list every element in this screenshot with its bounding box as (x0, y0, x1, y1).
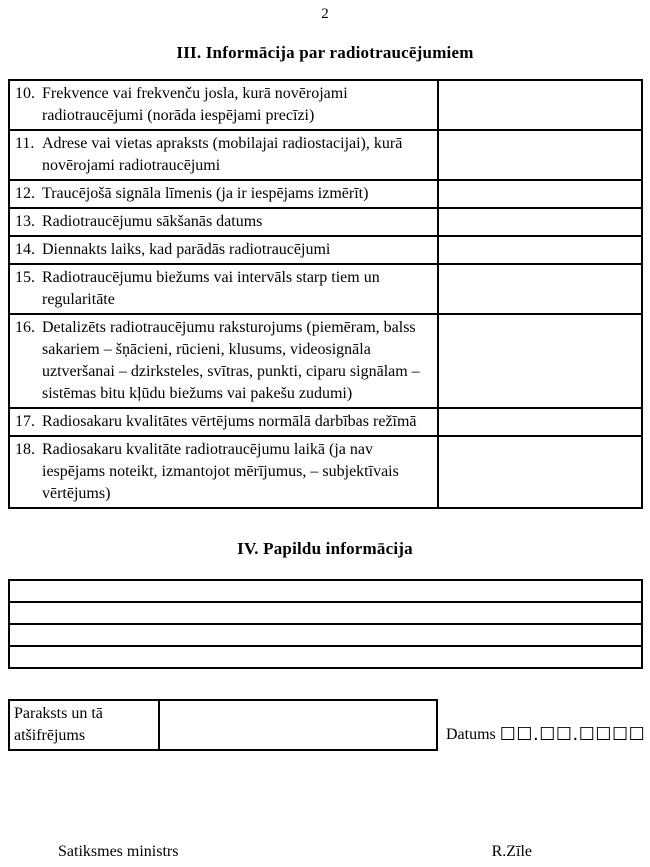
date-section (446, 724, 645, 751)
row-number: 16. (15, 319, 35, 336)
row-label-cell (9, 436, 438, 508)
row-label: Radiotraucējumu biežums vai intervāls starp tiem un regularitāte (42, 269, 380, 308)
row-number: 14. (15, 241, 35, 258)
row-label-cell (9, 208, 438, 236)
table-row (9, 580, 642, 602)
page-number: 2 (321, 6, 329, 22)
table-row (9, 700, 437, 750)
row-label: Radiosakaru kvalitāte radiotraucējumu laikā (ja nav iespējams noteikt, izmantojot mērījumus, – subjektīvais vērtējums) (42, 441, 399, 502)
section-iv-title: IV. Papildu informācija (237, 539, 413, 558)
row-value-field[interactable] (438, 264, 642, 314)
row-number: 13. (15, 213, 35, 230)
additional-info-table (8, 579, 643, 669)
table-row (9, 264, 642, 314)
row-value-field[interactable] (438, 408, 642, 436)
row-number: 18. (15, 441, 35, 458)
table-row (9, 80, 642, 130)
row-label: Frekvence vai frekvenču josla, kurā novērojami radiotraucējumi (norāda iespējami precīzi) (42, 85, 348, 124)
table-row (9, 314, 642, 408)
row-value-field[interactable] (438, 314, 642, 408)
row-label-cell (9, 130, 438, 180)
row-number: 10. (15, 85, 35, 102)
interference-table (8, 79, 643, 509)
date-label: Datums (446, 726, 496, 743)
signature-table (8, 699, 438, 751)
table-row (9, 646, 642, 668)
row-value-field[interactable] (438, 130, 642, 180)
signature-label: Paraksts un tā atšifrējums (9, 700, 159, 750)
additional-info-field[interactable] (9, 602, 642, 624)
table-row (9, 130, 642, 180)
signature-field[interactable] (159, 700, 437, 750)
row-value-field[interactable] (438, 208, 642, 236)
row-label-cell (9, 314, 438, 408)
footer (0, 843, 650, 861)
row-label: Traucējošā signāla līmenis (ja ir iespējams izmērīt) (42, 185, 369, 202)
row-value-field[interactable] (438, 236, 642, 264)
table-row (9, 208, 642, 236)
row-number: 15. (15, 269, 35, 286)
row-label-cell (9, 264, 438, 314)
row-label: Detalizēts radiotraucējumu raksturojums (piemēram, balss sakariem – šņācieni, rūcieni, klusums, videosignāla uztveršanai – dzirksteles, svītras, punkti, ciparu signālam – sistēmas bitu kļūdu biežums vai pakešu zudumi) (42, 319, 420, 402)
row-label: Diennakts laiks, kad parādās radiotraucējumi (42, 241, 331, 258)
row-label: Radiotraucējumu sākšanās datums (42, 213, 263, 230)
minister-title: Satiksmes ministrs (58, 843, 179, 860)
row-label-cell (9, 180, 438, 208)
table-row (9, 180, 642, 208)
additional-info-field[interactable] (9, 624, 642, 646)
table-row (9, 624, 642, 646)
row-number: 12. (15, 185, 35, 202)
row-label-cell (9, 236, 438, 264)
row-value-field[interactable] (438, 436, 642, 508)
date-boxes-field[interactable]: ☐☐.☐☐.☐☐☐☐ (499, 724, 646, 745)
row-number: 11. (15, 135, 35, 152)
table-row (9, 236, 642, 264)
table-row (9, 436, 642, 508)
signature-block (8, 699, 650, 751)
row-label: Adrese vai vietas apraksts (mobilajai radiostacijai), kurā novērojami radiotraucējumi (42, 135, 403, 174)
table-row (9, 408, 642, 436)
minister-name: R.Zīle (491, 843, 532, 860)
row-number: 17. (15, 413, 35, 430)
additional-info-field[interactable] (9, 580, 642, 602)
row-value-field[interactable] (438, 180, 642, 208)
row-label-cell (9, 80, 438, 130)
row-label-cell (9, 408, 438, 436)
additional-info-field[interactable] (9, 646, 642, 668)
table-row (9, 602, 642, 624)
row-label: Radiosakaru kvalitātes vērtējums normālā darbības režīmā (42, 413, 417, 430)
row-value-field[interactable] (438, 80, 642, 130)
section-iii-title: III. Informācija par radiotraucējumiem (176, 43, 474, 62)
